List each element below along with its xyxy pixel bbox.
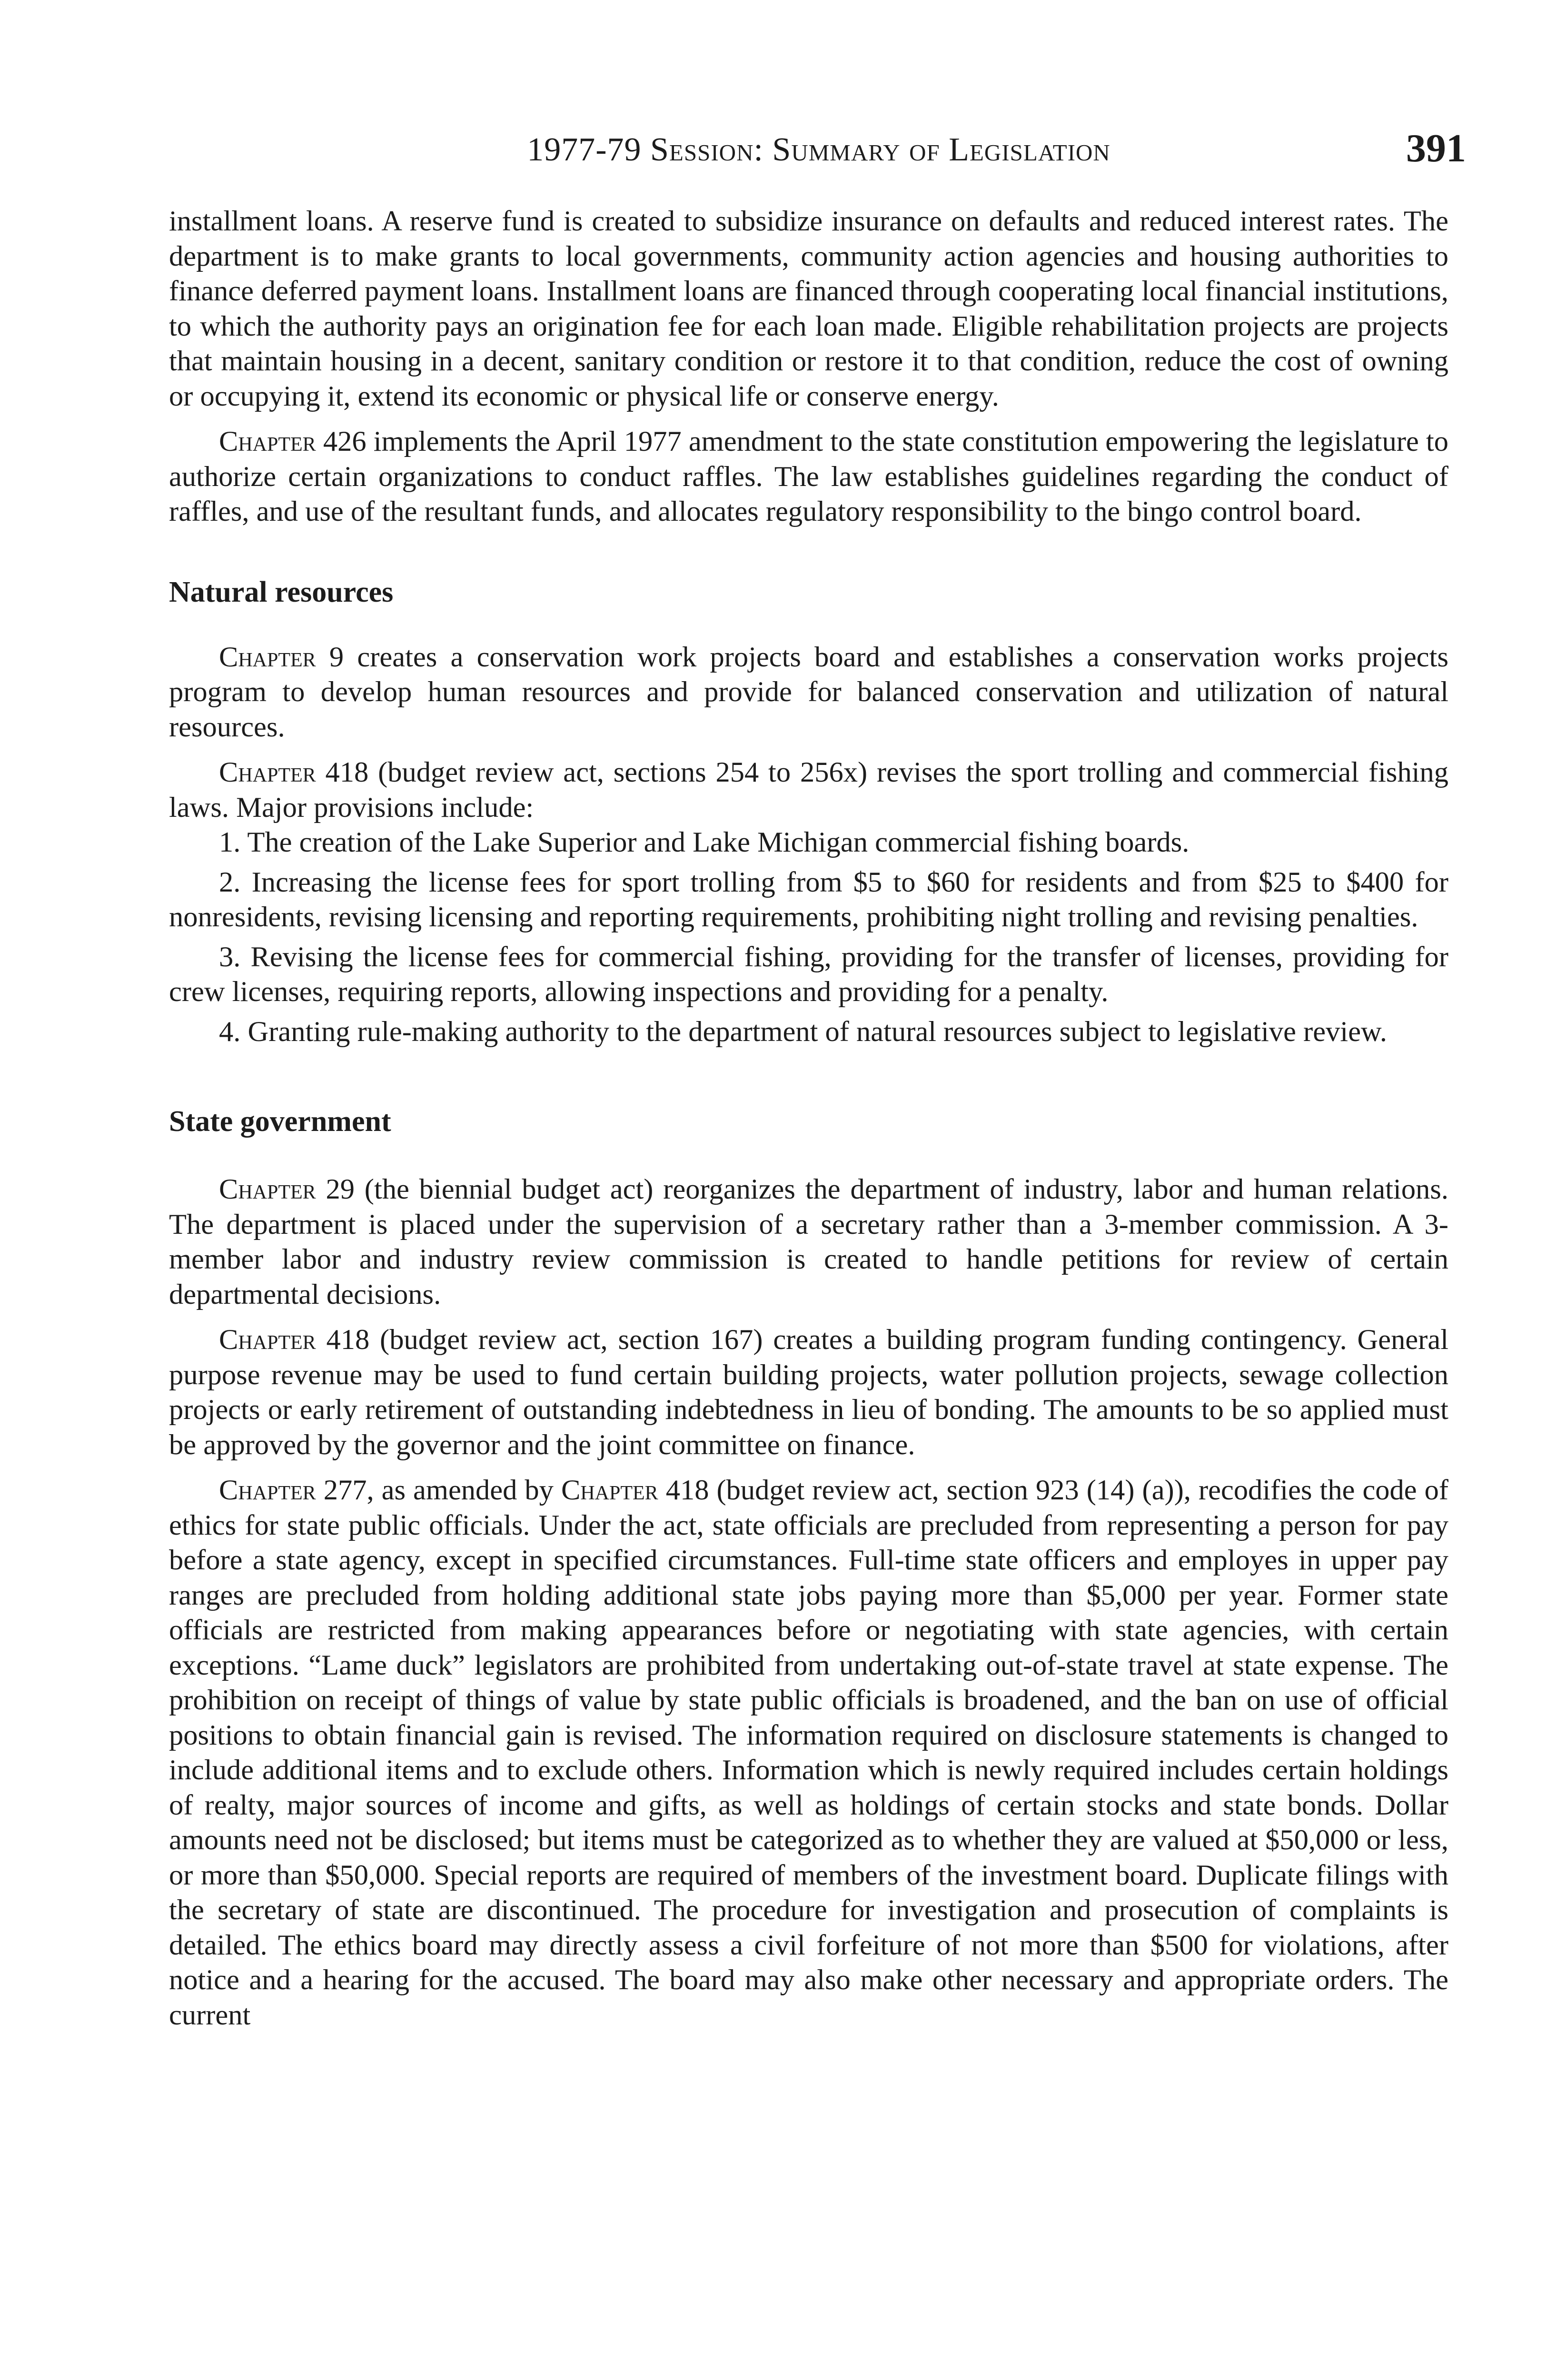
- chapter-label: Chapter: [561, 1474, 658, 1506]
- chapter-text: (budget review act, section 167) creates a building program funding contingency. General purpose revenue may be used to fund certain building projects, water pollution projects, sewage collection projects or early retirement of outstanding indebtedness in lieu of bonding. The amounts to be so applied must be approved by the governor and the joint committee on finance.: [169, 1324, 1449, 1461]
- page-number: 391: [1406, 126, 1466, 170]
- paragraph-chapter-277: [169, 1473, 1448, 2033]
- running-header: [171, 121, 1466, 178]
- chapter-number: 418: [665, 1474, 709, 1506]
- paragraph-chapter-418-fishing: [169, 755, 1448, 825]
- paragraph-chapter-426: [169, 424, 1448, 529]
- chapter-number: 277, as amended by: [323, 1474, 554, 1506]
- list-item: 4. Granting rule-making authority to the department of natural resources subject to legislative review.: [219, 1015, 1387, 1048]
- chapter-text: (the biennial budget act) reorganizes the department of industry, labor and human relations. The department is placed under the supervision of a secretary rather than a 3-member commission. A 3-member labor and industry review commission is created to handle petitions for review of certain departmental decisions.: [169, 1173, 1449, 1310]
- chapter-number: 29: [326, 1173, 355, 1205]
- chapter-number: 9: [329, 641, 344, 673]
- chapter-text: implements the April 1977 amendment to the state constitution empowering the legislature to authorize certain organizations to conduct raffles. The law establishes guidelines regarding the conduct of raffles, and use of the resultant funds, and allocates regulatory responsibility to the bingo control board.: [169, 426, 1449, 527]
- list-item: 2. Increasing the license fees for sport trolling from $5 to $60 for residents and from $25 to $400 for nonresidents, revising licensing and reporting requirements, prohibiting night trolling and revising penalties.: [169, 866, 1448, 933]
- chapter-label: Chapter: [219, 1173, 316, 1205]
- section-heading-state-government: State government: [169, 1105, 391, 1138]
- chapter-number: 426: [323, 426, 367, 457]
- section-heading-natural-resources: Natural resources: [169, 575, 394, 608]
- body-text: [169, 204, 1448, 2033]
- paragraph-chapter-29: [169, 1172, 1448, 1312]
- running-title: 1977-79 Session: Summary of Legislation: [527, 131, 1110, 168]
- paragraph-chapter-9: [169, 640, 1448, 745]
- paragraph-continued: installment loans. A reserve fund is created to subsidize insurance on defaults and reduced interest rates. The department is to make grants to local governments, community action agencies and housing authorities to finance deferred payment loans. Installment loans are financed through cooperating local financial institutions, to which the authority pays an origination fee for each loan made. Eligible rehabilitation projects are projects that maintain housing in a decent, sanitary condition or restore it to that condition, reduce the cost of owning or occupying it, extend its economic or physical life or conserve energy.: [169, 205, 1448, 412]
- chapter-label: Chapter: [219, 756, 316, 788]
- chapter-label: Chapter: [219, 1474, 316, 1506]
- chapter-text: (budget review act, section 923 (14) (a)), recodifies the code of ethics for state public officials. Under the act, state officials are precluded from representing a person for pay before a state agency, except in specified circumstances. Full-time state officers and employes in upper pay ranges are precluded from holding additional state jobs paying more than $5,000 per year. Former state officials are restricted from making appearances before or negotiating with state agencies, with certain exceptions. “Lame duck” legislators are prohibited from undertaking out-of-state travel at state expense. The prohibition on receipt of things of value by state public officials is broadened, and the ban on use of official positions to obtain financial gain is revised. The information required on disclosure statements is changed to include additional items and to exclude others. Information which is newly required includes certain holdings of realty, major sources of income and gifts, as well as holdings of certain stocks and state bonds. Dollar amounts need not be disclosed; but items must be categorized as to whether they are valued at $50,000 or less, or more than $50,000. Special reports are required of members of the investment board. Duplicate filings with the secretary of state are discontinued. The procedure for investigation and prosecution of complaints is detailed. The ethics board may directly assess a civil forfeiture of not more than $500 for violations, after notice and a hearing for the accused. The board may also make other necessary and appropriate orders. The current: [169, 1474, 1449, 2031]
- chapter-text: (budget review act, sections 254 to 256x) revises the sport trolling and commercial fishing laws. Major provisions include:: [169, 756, 1448, 823]
- chapter-label: Chapter: [219, 1324, 316, 1356]
- chapter-number: 418: [325, 756, 369, 788]
- list-item: 1. The creation of the Lake Superior and Lake Michigan commercial fishing boards.: [219, 826, 1189, 858]
- chapter-label: Chapter: [219, 641, 316, 673]
- chapter-label: Chapter: [219, 426, 316, 457]
- chapter-number: 418: [326, 1324, 370, 1356]
- chapter-text: creates a conservation work projects board and establishes a conservation works projects program to develop human resources and provide for balanced conservation and utilization of natural resources.: [169, 641, 1449, 743]
- list-item: 3. Revising the license fees for commercial fishing, providing for the transfer of licenses, providing for crew licenses, requiring reports, allowing inspections and providing for a penalty.: [169, 941, 1448, 1008]
- paragraph-chapter-418-building: [169, 1322, 1448, 1462]
